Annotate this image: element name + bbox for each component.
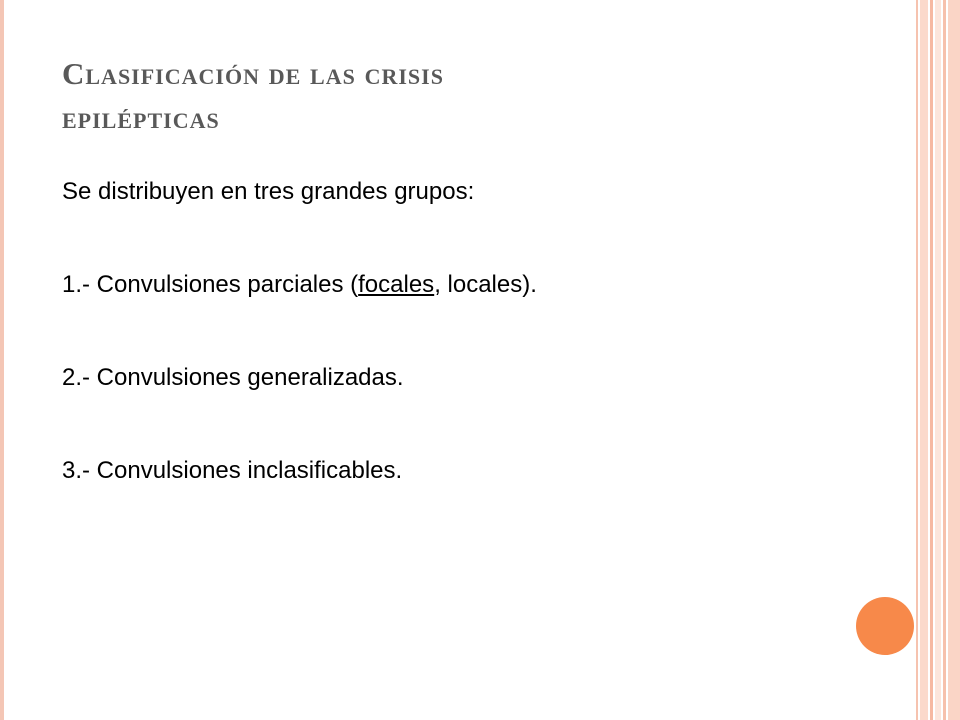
- right-stripe: [948, 0, 960, 720]
- right-stripe: [920, 0, 928, 720]
- list-item-1: [62, 271, 537, 299]
- accent-dot: [856, 597, 914, 655]
- title-line-2: epilépticas: [62, 100, 220, 135]
- right-stripe: [916, 0, 918, 720]
- item1-suffix: , locales).: [434, 271, 537, 298]
- title-line-1: Clasificación de las crisis: [62, 56, 444, 91]
- focales-link[interactable]: focales: [358, 271, 435, 298]
- slide-title: [62, 52, 882, 140]
- left-border: [0, 0, 4, 720]
- right-stripe: [943, 0, 946, 720]
- item1-prefix: 1.- Convulsiones parciales (: [62, 271, 359, 298]
- list-item-2: 2.- Convulsiones generalizadas.: [62, 364, 404, 391]
- right-stripe: [930, 0, 933, 720]
- intro-text: Se distribuyen en tres grandes grupos:: [62, 178, 475, 205]
- list-item-3: 3.- Convulsiones inclasificables.: [62, 457, 403, 484]
- right-stripe: [935, 0, 941, 720]
